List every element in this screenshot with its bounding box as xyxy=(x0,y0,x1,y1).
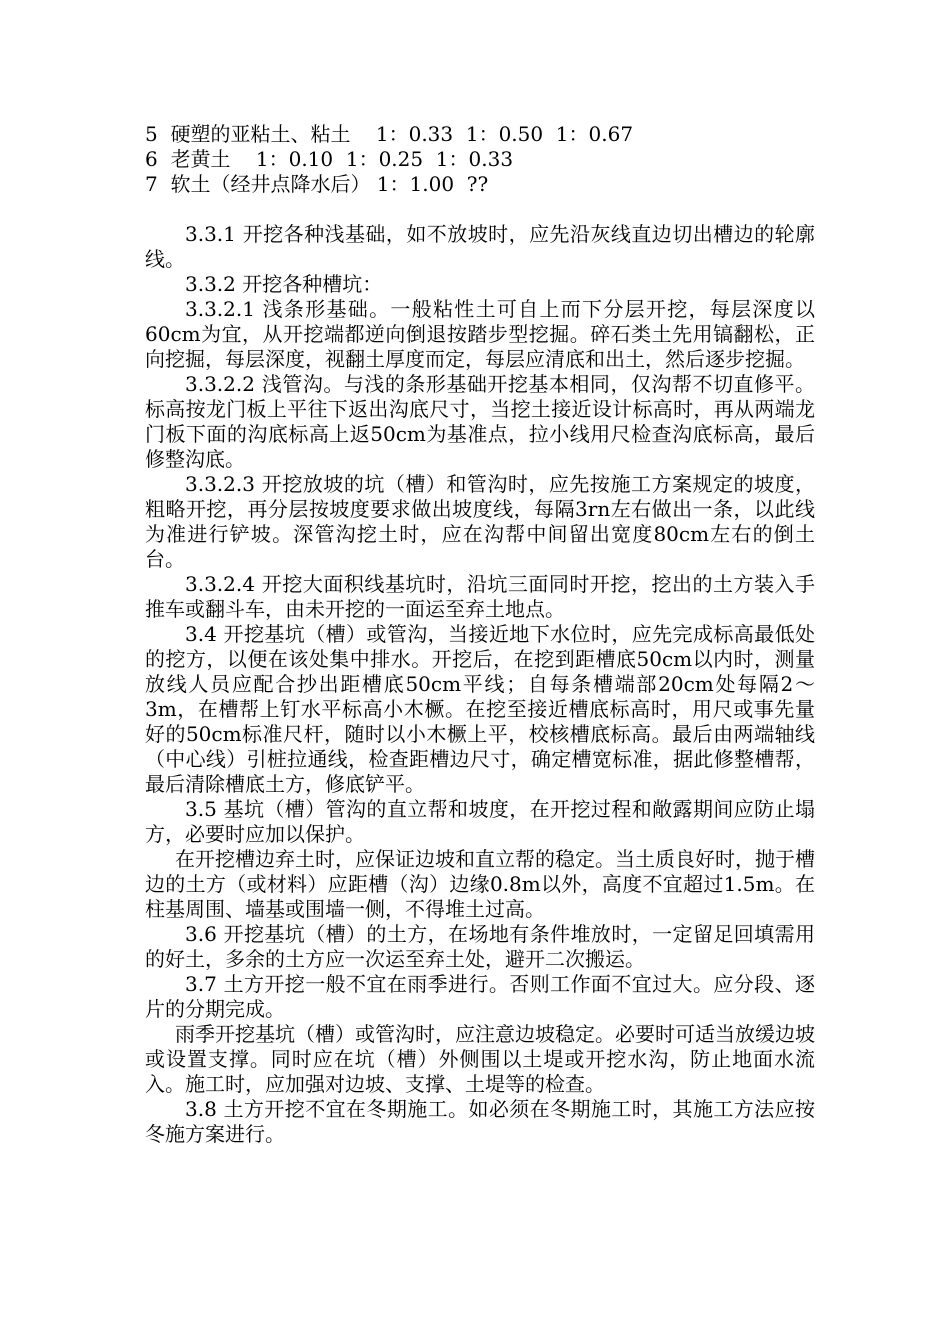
paragraph-3-5: 3.5 基坑（槽）管沟的直立帮和坡度，在开挖过程和敞露期间应防止塌方，必要时应加以保护。 xyxy=(145,797,815,846)
paragraph-3-3-2-3: 3.3.2.3 开挖放坡的坑（槽）和管沟时，应先按施工方案规定的坡度，粗略开挖，再分层按坡度要求做出坡度线，每隔3rn左右做出一条，以此线为准进行铲坡。深管沟挖土时，应在沟帮中间留出宽度80cm左右的倒土台。 xyxy=(145,472,815,571)
paragraph-3-5-note: 在开挖槽边弃土时，应保证边坡和直立帮的稳定。当土质良好时，抛于槽边的土方（或材料）应距槽（沟）边缘0.8m以外，高度不宜超过1.5m。在柱基周围、墙基或围墙一侧，不得堆土过高。 xyxy=(145,847,815,921)
paragraph-3-3-2-1: 3.3.2.1 浅条形基础。一般粘性土可自上而下分层开挖，每层深度以60cm为宜，从开挖端都逆向倒退按踏步型挖掘。碎石类土先用镐翻松，正向挖掘，每层深度，视翻土厚度而定，每层应清底和出土，然后逐步挖掘。 xyxy=(145,297,815,371)
paragraph-3-6: 3.6 开挖基坑（槽）的土方，在场地有条件堆放时，一定留足回填需用的好土，多余的土方应一次运至弃土处，避开二次搬运。 xyxy=(145,922,815,971)
paragraph-3-3-2: 3.3.2 开挖各种槽坑： xyxy=(185,272,383,296)
paragraph-3-7-note: 雨季开挖基坑（槽）或管沟时，应注意边坡稳定。必要时可适当放缓边坡或设置支撑。同时应在坑（槽）外侧围以土堤或开挖水沟，防止地面水流入。施工时，应加强对边坡、支撑、土堤等的检查。 xyxy=(145,1022,815,1096)
paragraph-3-3-2-2: 3.3.2.2 浅管沟。与浅的条形基础开挖基本相同，仅沟帮不切直修平。标高按龙门板上平往下返出沟底尺寸，当挖土接近设计标高时，再从两端龙门板下面的沟底标高上返50cm为基准点，拉小线用尺检查沟底标高，最后修整沟底。 xyxy=(145,372,815,471)
paragraph-3-7: 3.7 土方开挖一般不宜在雨季进行。否则工作面不宜过大。应分段、逐片的分期完成。 xyxy=(145,972,815,1021)
document-body xyxy=(145,122,815,1147)
paragraph-3-3-2-4: 3.3.2.4 开挖大面积线基坑时，沿坑三面同时开挖，挖出的土方装入手推车或翻斗车，由未开挖的一面运至弃土地点。 xyxy=(145,572,815,621)
paragraph-3-8: 3.8 土方开挖不宜在冬期施工。如必须在冬期施工时，其施工方法应按冬施方案进行。 xyxy=(145,1097,815,1146)
paragraph-3-3-1: 3.3.1 开挖各种浅基础，如不放坡时，应先沿灰线直边切出槽边的轮廓线。 xyxy=(145,222,815,271)
slope-table-row-7: 7 软土（经井点降水后） 1：1.00 ?? xyxy=(145,172,489,196)
slope-table-row-6: 6 老黄土 1：0.10 1：0.25 1：0.33 xyxy=(145,147,514,171)
slope-table-row-5: 5 硬塑的亚粘土、粘土 1：0.33 1：0.50 1：0.67 xyxy=(145,122,634,146)
paragraph-3-4: 3.4 开挖基坑（槽）或管沟，当接近地下水位时，应先完成标高最低处的挖方，以便在该处集中排水。开挖后，在挖到距槽底50cm以内时，测量放线人员应配合抄出距槽底50cm平线；自每条槽端部20cm处每隔2～3m，在槽帮上钉水平标高小木橛。在挖至接近槽底标高时，用尺或事先量好的50cm标准尺杆，随时以小木橛上平，校核槽底标高。最后由两端轴线（中心线）引桩拉通线，检查距槽边尺寸，确定槽宽标准，据此修整槽帮，最后清除槽底土方，修底铲平。 xyxy=(145,622,815,796)
section-gap xyxy=(145,197,815,222)
